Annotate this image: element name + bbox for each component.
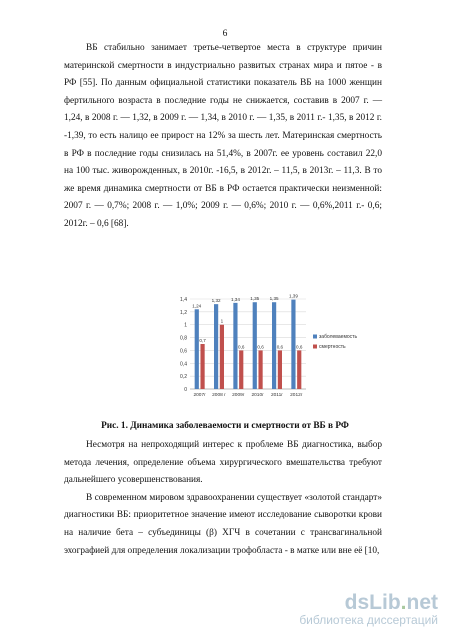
legend-label: заболеваемость — [319, 334, 358, 340]
y-tick-label: 1,4 — [180, 297, 187, 303]
bar-smertnost — [239, 350, 243, 389]
y-tick-label: 0,4 — [180, 361, 187, 368]
y-tick-label: 0,8 — [180, 335, 187, 342]
data-label: 1 — [220, 318, 224, 324]
watermark-logo: dsLib.net — [344, 591, 438, 614]
bar-smertnost — [220, 325, 224, 389]
legend-swatch — [313, 345, 317, 349]
bar-chart — [168, 292, 373, 404]
bar-smertnost — [258, 350, 262, 389]
paragraph-2: Несмотря на непроходящий интерес к проблеме ВБ диагностика, выбор метода лечения, определение объема хирургического вмешательства требуют дальнейшего усовершенствования. — [64, 440, 382, 486]
y-tick-label: 1,2 — [180, 309, 187, 316]
x-tick-label: 2010г — [251, 393, 264, 398]
bar-smertnost — [200, 344, 204, 389]
page-number: 6 — [222, 29, 228, 39]
bar-zabolevaemost — [253, 302, 257, 389]
legend-label: смертность — [319, 344, 346, 350]
bar-smertnost — [278, 350, 282, 389]
data-label: 1,34 — [230, 296, 240, 302]
data-label: 1,32 — [211, 298, 221, 304]
data-label: 1,39 — [288, 293, 298, 299]
data-label: 0,6 — [238, 344, 245, 350]
y-tick-label: 0,6 — [180, 348, 187, 355]
data-label: 0,6 — [257, 344, 264, 350]
legend-swatch — [313, 335, 317, 339]
bar-zabolevaemost — [291, 300, 295, 389]
bar-zabolevaemost — [195, 309, 199, 389]
figure-caption: Рис. 1. Динамика заболеваемости и смертности от ВБ в РФ — [101, 421, 349, 431]
bar-zabolevaemost — [272, 302, 276, 389]
paragraph-1: ВБ стабильно занимает третье-четвертое места в структуре причин материнской смертности в индустриально развитых странах мира и пятое - в РФ [55]. По данным официальной статистики показатель ВБ на 1000 женщин фертильного возраста в последние годы не снижается, составив в 2007 г. — 1,24, в 2008 г. — 1,32, в 2009 г. — 1,34, в 2010 г. — 1,35, в 2011 г.- 1,35, в 2012 г. -1,39, то есть налицо ее прирост на 12% за шесть лет. Материнская смертность в РФ в последние годы снизилась на 51,4%, в 2007г. ее уровень составил 22,0 на 100 тыс. живорожденных, в 2010г. -16,5, в 2012г. – 11,5, в 2013г. – 11,3. В то же время динамика смертности от ВБ в РФ остается практически неизменной: 2007 г. — 0,7%; 2008 г. — 1,0%; 2009 г. — 0,6%; 2010 г. — 0,6%,2011 г.- 0,6; 2012г. – 0,6 [68]. — [64, 43, 382, 229]
paragraph-3: В современном мировом здравоохранении существует «золотой стандарт» диагностики ВБ: приоритетное значение имеют исследование сыворотки крови на наличие бета – субъединицы (β) ХГЧ в сочетании с трансвагинальной эхографией для определения локализации трофобласта - в матке или вне её [10, — [64, 492, 382, 556]
y-tick-label: 0 — [184, 387, 187, 393]
bar-zabolevaemost — [214, 304, 218, 389]
data-label: 0,6 — [296, 344, 303, 350]
x-tick-label: 2008 г — [212, 393, 226, 398]
y-tick-label: 0,2 — [180, 374, 187, 381]
data-label: 0,6 — [276, 344, 284, 350]
body-text — [64, 437, 382, 560]
y-tick-label: 1 — [184, 322, 187, 329]
data-label: 1,35 — [250, 296, 260, 302]
bar-zabolevaemost — [233, 303, 237, 389]
data-label: 0,7 — [199, 338, 206, 343]
x-tick-label: 2011г — [270, 393, 284, 398]
watermark-subtitle: библиотека диссертаций — [299, 613, 438, 627]
bar-smertnost — [297, 350, 301, 389]
x-tick-label: 2007г — [193, 393, 206, 398]
x-tick-label: 2009г — [232, 393, 245, 398]
data-label: 1,24 — [192, 303, 202, 309]
watermark — [299, 592, 438, 627]
data-label: 1,35 — [269, 296, 279, 302]
x-tick-label: 2012г — [290, 393, 303, 398]
